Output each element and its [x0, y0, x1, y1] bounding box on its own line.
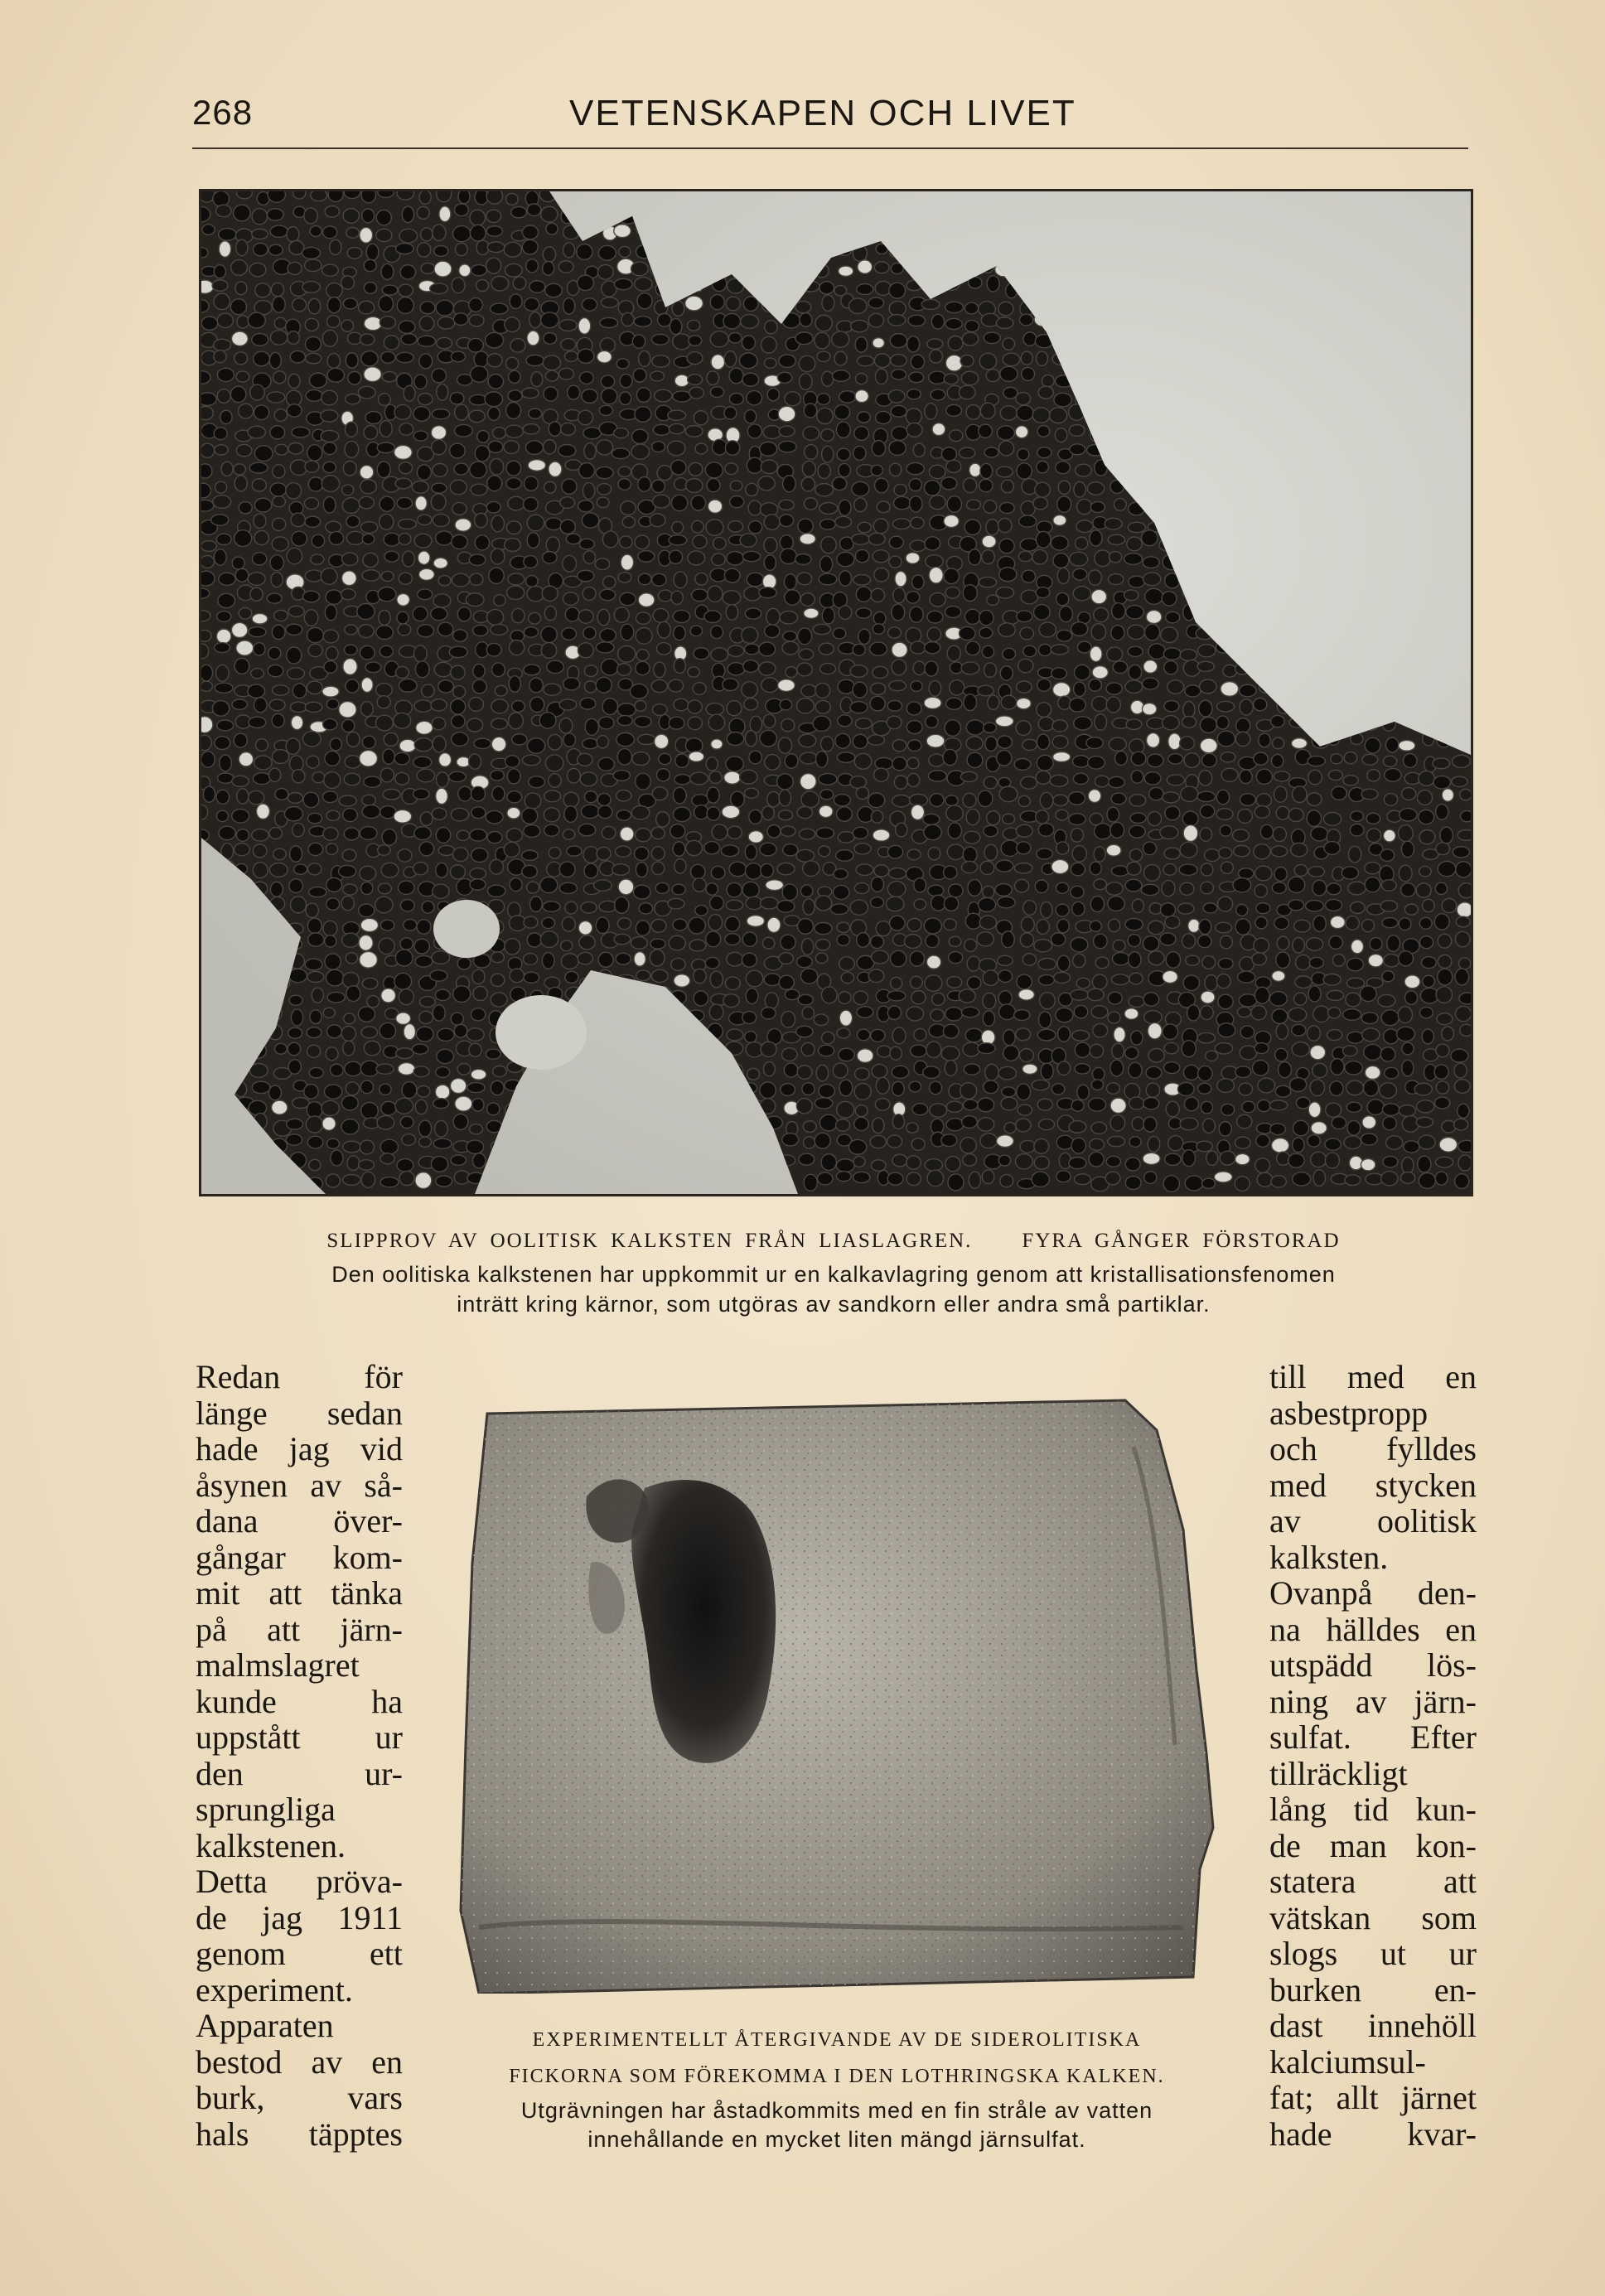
text-line: sprungliga	[196, 1791, 336, 1828]
stone-block-image	[454, 1397, 1221, 1994]
top-caption-line: Den oolitiska kalkstenen har uppkommit ur en kalkavlagring genom att kristallisationsfenomen	[331, 1262, 1336, 1287]
text-line: hade jag vid	[196, 1430, 403, 1467]
bottom-caption-line: Utgrävningen har åstadkommits med en fin stråle av vatten	[520, 2098, 1153, 2123]
text-line: mit att tänka	[196, 1574, 403, 1612]
text-line: statera att	[1269, 1863, 1477, 1900]
top-caption-body	[199, 1259, 1468, 1319]
text-line: burk, vars	[196, 2079, 403, 2116]
page-header	[192, 93, 1468, 149]
text-line: malmslagret	[196, 1646, 360, 1684]
right-text-column	[1269, 1359, 1477, 2152]
text-line: kalksten.	[1269, 1538, 1389, 1576]
text-line: länge sedan	[196, 1394, 403, 1432]
page-number: 268	[192, 93, 254, 132]
text-line: asbestpropp	[1269, 1394, 1429, 1432]
oolite-micrograph-image	[201, 191, 1471, 1194]
text-line: med stycken	[1269, 1466, 1477, 1504]
text-line: till med en	[1269, 1358, 1477, 1395]
text-line: hade kvar-	[1269, 2115, 1477, 2153]
text-line: dana över-	[196, 1502, 403, 1540]
text-line: vätskan som	[1269, 1898, 1477, 1936]
text-line: ning av järn-	[1269, 1682, 1477, 1720]
text-line: den ur-	[196, 1754, 403, 1792]
bottom-figure-caption	[431, 2022, 1243, 2154]
top-caption-title-left: SLIPPROV AV OOLITISK KALKSTEN FRÅN LIASLAGREN.	[326, 1230, 973, 1252]
text-line: tillräckligt	[1269, 1754, 1408, 1792]
text-line: Ovanpå den-	[1269, 1574, 1477, 1612]
text-line: åsynen av så-	[196, 1466, 403, 1504]
text-line: av oolitisk	[1269, 1502, 1477, 1540]
text-line: uppstått ur	[196, 1718, 403, 1756]
text-line: Redan för	[196, 1358, 403, 1395]
running-head: VETENSKAPEN OCH LIVET	[569, 93, 1076, 133]
siderolitic-pocket-photo	[454, 1397, 1221, 1994]
text-line: de man kon-	[1269, 1826, 1477, 1864]
top-caption-line: inträtt kring kärnor, som utgöras av sandkorn eller andra små partiklar.	[457, 1292, 1211, 1317]
bottom-caption-body	[431, 2096, 1243, 2154]
bottom-caption-title-line: EXPERIMENTELLT ÅTERGIVANDE AV DE SIDEROLITISKA	[532, 2029, 1142, 2051]
text-line: bestod av en	[196, 2042, 403, 2081]
text-line: burken en-	[1269, 1970, 1477, 2008]
oolitic-limestone-photo	[199, 189, 1473, 1196]
text-line: hals täpptes	[196, 2115, 403, 2153]
text-line: Detta pröva-	[196, 1863, 403, 1900]
text-line: lång tid kun-	[1269, 1791, 1477, 1828]
top-figure-caption	[199, 1230, 1468, 1319]
text-line: dast innehöll	[1269, 2007, 1477, 2044]
text-line: sulfat. Efter	[1269, 1718, 1477, 1756]
top-caption-title-right: FYRA GÅNGER FÖRSTORAD	[1022, 1230, 1341, 1252]
bottom-caption-title	[431, 2022, 1243, 2095]
bottom-caption-title-line: FICKORNA SOM FÖREKOMMA I DEN LOTHRINGSKA KALKEN.	[509, 2066, 1165, 2087]
text-line: genom ett	[196, 1935, 403, 1972]
text-line: utspädd lös-	[1269, 1646, 1477, 1684]
text-line: kalkstenen.	[196, 1826, 346, 1864]
text-line: kalciumsul-	[1269, 2042, 1426, 2081]
text-line: na hälldes en	[1269, 1610, 1477, 1648]
text-line: experiment.	[196, 1970, 353, 2008]
text-line: fat; allt järnet	[1269, 2079, 1477, 2116]
top-caption-title	[199, 1230, 1468, 1253]
text-line: och fylldes	[1269, 1430, 1477, 1467]
text-line: slogs ut ur	[1269, 1935, 1477, 1972]
text-line: Apparaten	[196, 2007, 334, 2044]
text-line: de jag 1911	[196, 1898, 403, 1936]
bottom-caption-line: innehållande en mycket liten mängd järnsulfat.	[587, 2127, 1086, 2152]
text-line: kunde ha	[196, 1682, 403, 1720]
text-line: på att järn-	[196, 1610, 403, 1648]
left-text-column	[196, 1359, 403, 2152]
text-line: gångar kom-	[196, 1538, 403, 1576]
